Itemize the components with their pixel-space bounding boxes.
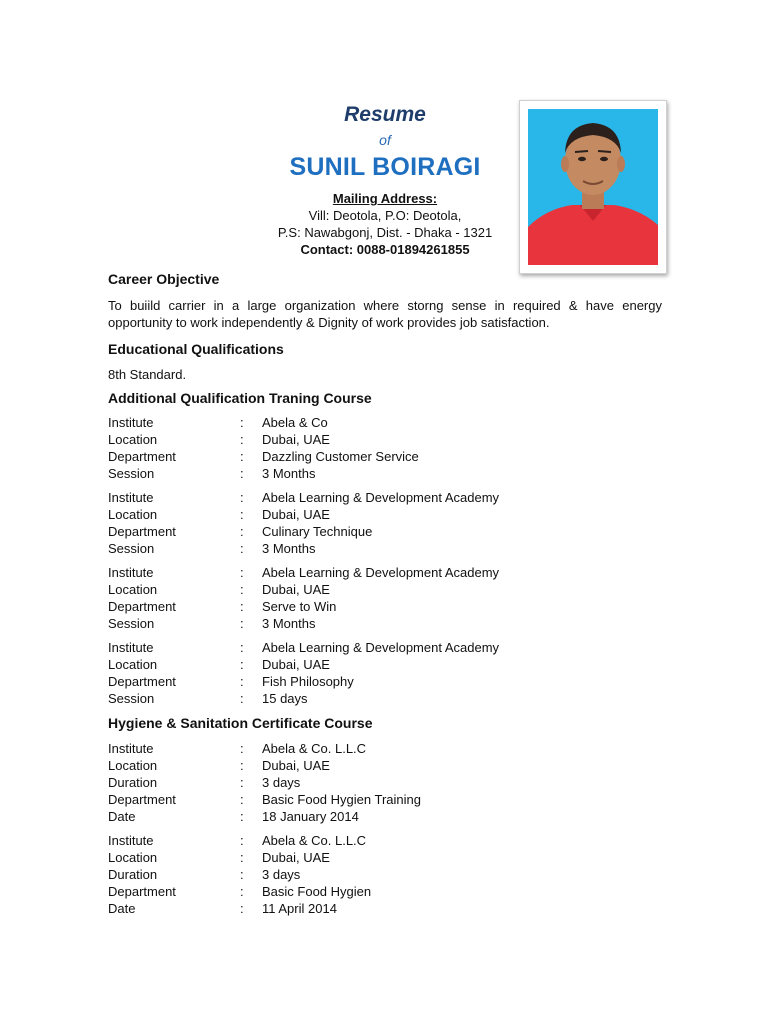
course-field-row bbox=[108, 866, 668, 883]
course-field-row bbox=[108, 740, 668, 757]
field-value: 3 Months bbox=[262, 466, 316, 481]
course-field-row bbox=[108, 540, 668, 557]
hygiene-course-heading: Hygiene & Sanitation Certificate Course bbox=[108, 715, 373, 731]
field-label: Department bbox=[108, 884, 176, 899]
field-value: Abela Learning & Development Academy bbox=[262, 640, 500, 655]
course-entry bbox=[108, 740, 668, 825]
field-separator: : bbox=[240, 901, 244, 916]
course-field-row bbox=[108, 431, 668, 448]
course-field-row bbox=[108, 690, 668, 707]
course-field-row bbox=[108, 791, 668, 808]
course-entry bbox=[108, 832, 668, 917]
field-label: Session bbox=[108, 541, 155, 556]
additional-course-list bbox=[108, 414, 668, 707]
course-field-row bbox=[108, 757, 668, 774]
field-value: Dubai, UAE bbox=[262, 507, 330, 522]
field-value: Dubai, UAE bbox=[262, 657, 330, 672]
career-objective-heading: Career Objective bbox=[108, 271, 220, 287]
field-label: Department bbox=[108, 674, 176, 689]
course-field-row bbox=[108, 639, 668, 656]
contact-number: Contact: 0088-01894261855 bbox=[300, 242, 470, 257]
course-field-row bbox=[108, 673, 668, 690]
field-separator: : bbox=[240, 449, 244, 464]
field-label: Duration bbox=[108, 867, 158, 882]
field-label: Location bbox=[108, 507, 158, 522]
field-value: Dubai, UAE bbox=[262, 582, 330, 597]
field-label: Institute bbox=[108, 490, 154, 505]
field-separator: : bbox=[240, 541, 244, 556]
field-value: Abela Learning & Development Academy bbox=[262, 490, 500, 505]
course-field-row bbox=[108, 489, 668, 506]
field-separator: : bbox=[240, 867, 244, 882]
field-separator: : bbox=[240, 507, 244, 522]
field-label: Institute bbox=[108, 741, 154, 756]
field-label: Location bbox=[108, 758, 158, 773]
field-label: Location bbox=[108, 850, 158, 865]
education-text: 8th Standard. bbox=[108, 367, 187, 382]
field-separator: : bbox=[240, 775, 244, 790]
course-field-row bbox=[108, 808, 668, 825]
field-value: Abela & Co. L.L.C bbox=[262, 833, 367, 848]
field-label: Location bbox=[108, 582, 158, 597]
field-label: Duration bbox=[108, 775, 158, 790]
hygiene-course-list bbox=[108, 740, 668, 917]
field-value: Dubai, UAE bbox=[262, 758, 330, 773]
field-separator: : bbox=[240, 833, 244, 848]
field-separator: : bbox=[240, 809, 244, 824]
course-field-row bbox=[108, 900, 668, 917]
course-field-row bbox=[108, 506, 668, 523]
course-field-row bbox=[108, 774, 668, 791]
portrait-image bbox=[528, 109, 658, 265]
resume-title: Resume bbox=[344, 103, 426, 126]
education-heading: Educational Qualifications bbox=[108, 341, 284, 357]
field-value: Dazzling Customer Service bbox=[262, 449, 419, 464]
field-separator: : bbox=[240, 674, 244, 689]
field-value: 15 days bbox=[262, 691, 308, 706]
field-separator: : bbox=[240, 758, 244, 773]
field-separator: : bbox=[240, 640, 244, 655]
field-label: Session bbox=[108, 691, 155, 706]
field-label: Department bbox=[108, 792, 176, 807]
field-separator: : bbox=[240, 884, 244, 899]
field-label: Date bbox=[108, 901, 136, 916]
field-separator: : bbox=[240, 616, 244, 631]
field-separator: : bbox=[240, 524, 244, 539]
field-separator: : bbox=[240, 432, 244, 447]
field-label: Date bbox=[108, 809, 136, 824]
field-separator: : bbox=[240, 741, 244, 756]
field-separator: : bbox=[240, 599, 244, 614]
course-entry bbox=[108, 489, 668, 557]
field-label: Location bbox=[108, 432, 158, 447]
course-entry bbox=[108, 414, 668, 482]
field-value: Abela Learning & Development Academy bbox=[262, 565, 500, 580]
course-field-row bbox=[108, 615, 668, 632]
field-value: Abela & Co bbox=[262, 415, 328, 430]
field-label: Session bbox=[108, 466, 155, 481]
field-value: Fish Philosophy bbox=[262, 674, 354, 689]
course-field-row bbox=[108, 564, 668, 581]
course-entry bbox=[108, 639, 668, 707]
field-separator: : bbox=[240, 466, 244, 481]
course-field-row bbox=[108, 849, 668, 866]
field-value: Basic Food Hygien bbox=[262, 884, 372, 899]
field-separator: : bbox=[240, 415, 244, 430]
profile-photo bbox=[519, 100, 667, 274]
field-label: Session bbox=[108, 616, 155, 631]
field-label: Department bbox=[108, 599, 176, 614]
mailing-address-label: Mailing Address: bbox=[332, 191, 438, 206]
field-separator: : bbox=[240, 490, 244, 505]
field-value: Abela & Co. L.L.C bbox=[262, 741, 367, 756]
candidate-name: SUNIL BOIRAGI bbox=[289, 153, 481, 181]
field-value: Culinary Technique bbox=[262, 524, 373, 539]
additional-course-heading: Additional Qualification Traning Course bbox=[108, 390, 372, 406]
course-field-row bbox=[108, 883, 668, 900]
course-field-row bbox=[108, 598, 668, 615]
field-value: 3 days bbox=[262, 867, 301, 882]
field-label: Institute bbox=[108, 640, 154, 655]
resume-of: of bbox=[379, 132, 391, 148]
field-value: 3 Months bbox=[262, 541, 316, 556]
field-label: Department bbox=[108, 449, 176, 464]
field-separator: : bbox=[240, 582, 244, 597]
course-field-row bbox=[108, 581, 668, 598]
field-value: 11 April 2014 bbox=[262, 901, 337, 916]
field-label: Department bbox=[108, 524, 176, 539]
course-field-row bbox=[108, 832, 668, 849]
field-value: Serve to Win bbox=[262, 599, 337, 614]
field-label: Institute bbox=[108, 833, 154, 848]
course-field-row bbox=[108, 656, 668, 673]
field-value: Dubai, UAE bbox=[262, 850, 330, 865]
field-value: 3 Months bbox=[262, 616, 316, 631]
resume-header bbox=[230, 102, 540, 258]
field-separator: : bbox=[240, 691, 244, 706]
field-label: Institute bbox=[108, 415, 154, 430]
address-line-1: Vill: Deotola, P.O: Deotola, bbox=[308, 208, 462, 223]
course-field-row bbox=[108, 448, 668, 465]
field-separator: : bbox=[240, 792, 244, 807]
course-entry bbox=[108, 564, 668, 632]
field-separator: : bbox=[240, 565, 244, 580]
course-field-row bbox=[108, 414, 668, 431]
career-objective-text: To buiild carrier in a large organization where storng sense in required & have energy opportunity to work independently & Dignity of work provides job satisfaction. bbox=[108, 298, 662, 330]
field-value: Basic Food Hygien Training bbox=[262, 792, 421, 807]
field-value: 3 days bbox=[262, 775, 301, 790]
course-field-row bbox=[108, 465, 668, 482]
field-label: Institute bbox=[108, 565, 154, 580]
field-value: Dubai, UAE bbox=[262, 432, 330, 447]
field-value: 18 January 2014 bbox=[262, 809, 359, 824]
address-line-2: P.S: Nawabgonj, Dist. - Dhaka - 1321 bbox=[277, 225, 493, 240]
field-separator: : bbox=[240, 850, 244, 865]
field-label: Location bbox=[108, 657, 158, 672]
course-field-row bbox=[108, 523, 668, 540]
field-separator: : bbox=[240, 657, 244, 672]
